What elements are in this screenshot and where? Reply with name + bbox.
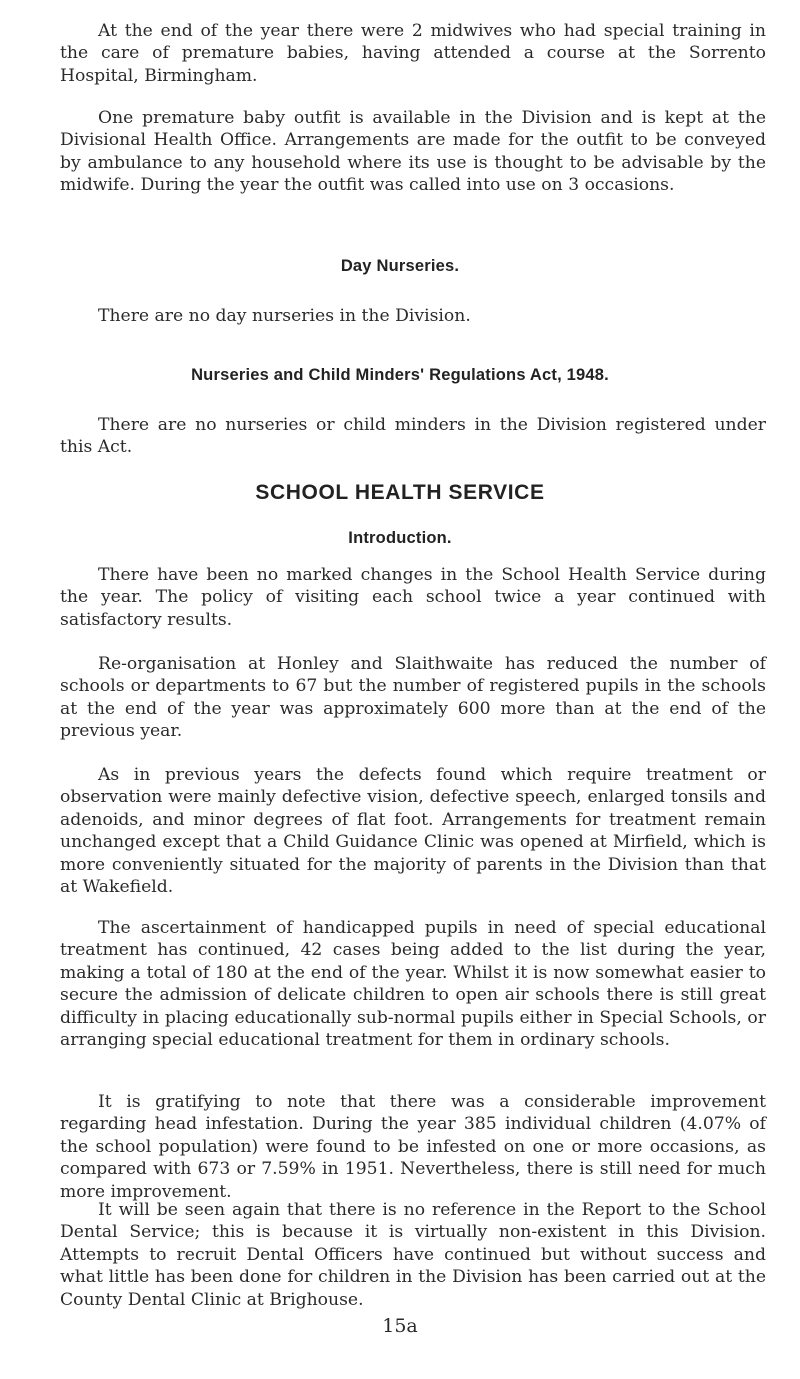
heading-school-health-service: SCHOOL HEALTH SERVICE [255, 481, 545, 504]
paragraph-nurseries-act: There are no nurseries or child minders in the Division registered under this Act. [60, 415, 766, 458]
paragraph-midwives: At the end of the year there were 2 midwives who had special training in the care of premature babies, having attended a course at the Sorrento Hospital, Birmingham. [60, 21, 766, 86]
page-number: 15a [382, 1315, 418, 1337]
paragraph-premature-outfit: One premature baby outfit is available in the Division and is kept at the Divisional Health Office. Arrangements are made for the outfit to be conveyed by ambulance to any household where its use is thought to be advisable by the midwife. During the year the outfit was called into use on 3 occasions. [60, 108, 766, 196]
paragraph-introduction: There have been no marked changes in the School Health Service during the year. The policy of visiting each school twice a year continued with satisfactory results. [60, 565, 766, 630]
paragraph-defects: As in previous years the defects found which require treatment or observation were mainly defective vision, defective speech, enlarged tonsils and adenoids, and minor degrees of flat foot. Arrangements for treatment remain unchanged except that a Child Guidance Clinic was opened at Mirfield, which is more conveniently situated for the majority of parents in the Division than that at Wakefield. [60, 765, 766, 898]
paragraph-handicapped-pupils: The ascertainment of handicapped pupils in need of special educational treatment has continued, 42 cases being added to the list during the year, making a total of 180 at the end of the year. Whilst it is now somewhat easier to secure the admission of delicate children to open air schools there is still great difficulty in placing educationally sub-normal pupils either in Special Schools, or arranging special educational treatment for them in ordinary schools. [60, 918, 766, 1051]
paragraph-school-dental-service: It will be seen again that there is no reference in the Report to the School Dental Service; this is because it is virtually non-existent in this Division. Attempts to recruit Dental Officers have continued but without success and what little has been done for children in the Division has been carried out at the County Dental Clinic at Brighouse. [60, 1200, 766, 1310]
heading-introduction: Introduction. [348, 529, 452, 547]
paragraph-reorganisation: Re-organisation at Honley and Slaithwaite has reduced the number of schools or departments to 67 but the number of registered pupils in the schools at the end of the year was approximately 600 more than at the end of the previous year. [60, 654, 766, 742]
heading-day-nurseries: Day Nurseries. [340, 257, 460, 275]
paragraph-head-infestation: It is gratifying to note that there was a considerable improvement regarding head infestation. During the year 385 individual children (4.07% of the school population) were found to be infested on one or more occasions, as compared with 673 or 7.59% in 1951. Nevertheless, there is still need for much more improvement. [60, 1092, 766, 1202]
paragraph-day-nurseries: There are no day nurseries in the Division. [98, 306, 471, 326]
heading-nurseries-act: Nurseries and Child Minders' Regulations Act, 1948. [191, 366, 609, 384]
